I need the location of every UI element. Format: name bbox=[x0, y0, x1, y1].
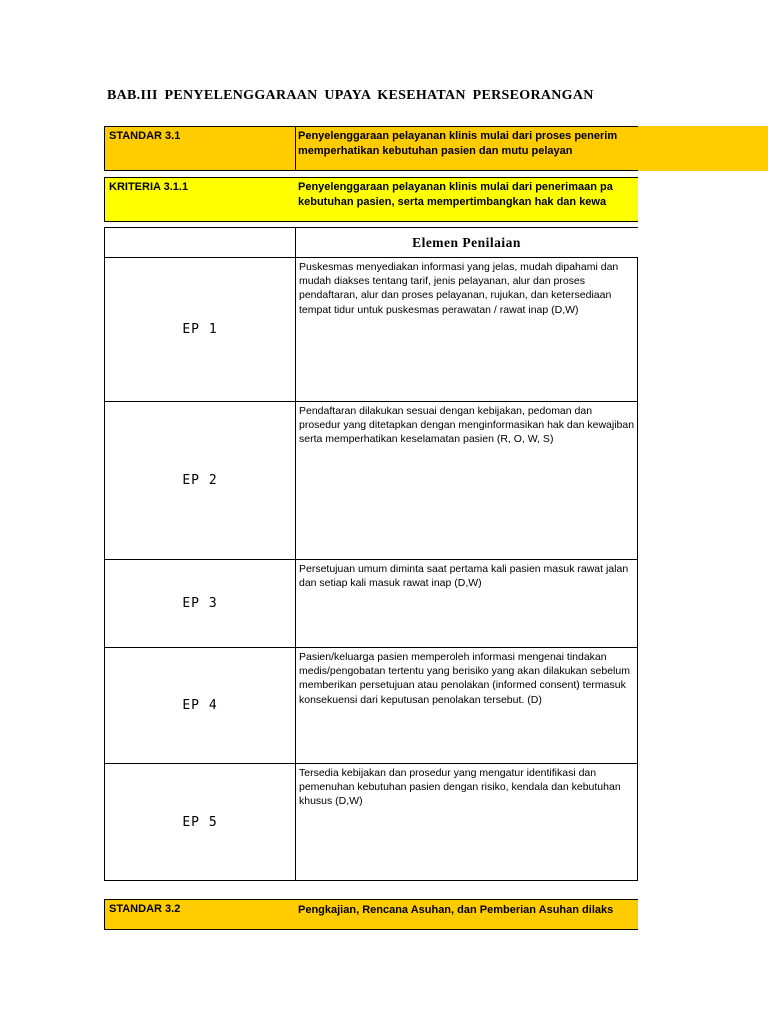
kriteria-label-cell bbox=[104, 177, 296, 222]
standar-3-2-label-cell bbox=[104, 899, 296, 930]
ep-5-label: EP 5 bbox=[104, 763, 296, 881]
ep-4-label: EP 4 bbox=[104, 647, 296, 764]
elemen-penilaian-header: Elemen Penilaian bbox=[295, 227, 638, 258]
standar-3-2-line1: Pengkajian, Rencana Asuhan, dan Pemberian Asuhan dilaks bbox=[298, 904, 614, 916]
standar-3-2-text-cell bbox=[295, 899, 638, 930]
ep-3-text: Persetujuan umum diminta saat pertama kali pasien masuk rawat jalan dan setiap kali masuk rawat inap (D,W) bbox=[295, 559, 638, 648]
ep-4-text: Pasien/keluarga pasien memperoleh informasi mengenai tindakan medis/pengobatan tertentu yang berisiko yang akan dilakukan sebelum memberikan persetujuan atau penolakan (informed consent) termasuk konsekuensi dari keputusan penolakan tersebut. (D) bbox=[295, 647, 638, 764]
standar-3-1-label-cell bbox=[104, 126, 296, 171]
kriteria-line2: kebutuhan pasien, serta mempertimbangkan hak dan kewa bbox=[298, 196, 607, 208]
elemen-empty-cell bbox=[104, 227, 296, 258]
ep-1-text: Puskesmas menyediakan informasi yang jelas, mudah dipahami dan mudah diakses tentang tarif, jenis pelayanan, alur dan proses pendaftaran, alur dan proses pelayanan, rujukan, dan ketersediaan tempat tidur untuk puskesmas perawatan / rawat inap (D,W) bbox=[295, 257, 638, 402]
ep-1-label: EP 1 bbox=[104, 257, 296, 402]
kriteria-label: KRITERIA 3.1.1 bbox=[109, 181, 189, 193]
standar-3-1-line1: Penyelenggaraan pelayanan klinis mulai dari proses penerim bbox=[298, 130, 618, 142]
page-title: BAB.III PENYELENGGARAAN UPAYA KESEHATAN PERSEORANGAN bbox=[107, 88, 594, 103]
ep-3-label: EP 3 bbox=[104, 559, 296, 648]
standar-3-1-line2: memperhatikan kebutuhan pasien dan mutu pelayan bbox=[298, 145, 573, 157]
ep-5-text: Tersedia kebijakan dan prosedur yang mengatur identifikasi dan pemenuhan kebutuhan pasien dengan risiko, kendala dan kebutuhan khusus (D,W) bbox=[295, 763, 638, 881]
kriteria-line1: Penyelenggaraan pelayanan klinis mulai dari penerimaan pa bbox=[298, 181, 613, 193]
ep-2-text: Pendaftaran dilakukan sesuai dengan kebijakan, pedoman dan prosedur yang ditetapkan dengan menginformasikan hak dan kewajiban serta memperhatikan keselamatan pasien (R, O, W, S) bbox=[295, 401, 638, 560]
standar-3-1-label: STANDAR 3.1 bbox=[109, 130, 181, 142]
ep-2-label: EP 2 bbox=[104, 401, 296, 560]
kriteria-text-cell bbox=[295, 177, 638, 222]
standar-3-2-label: STANDAR 3.2 bbox=[109, 903, 181, 915]
standar-3-1-text-cell bbox=[295, 126, 638, 171]
